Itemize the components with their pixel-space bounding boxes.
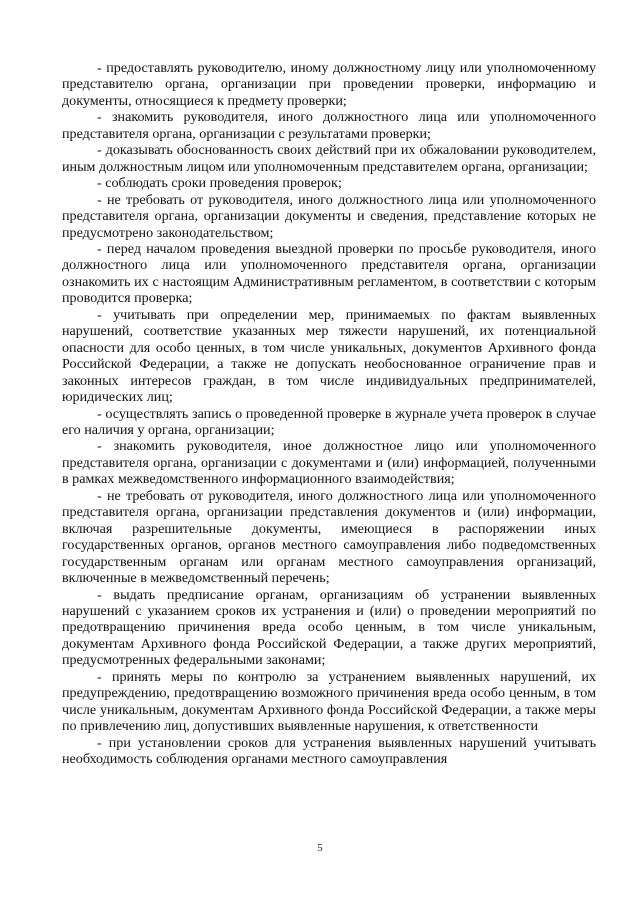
paragraph: - выдать предписание органам, организациям об устранении выявленных нарушений с указанием сроков их устранения и (или) о проведении мероприятий по предотвращению причинения вреда особо ценным, в том числе уникальным, документам Архивного фонда Российской Федерации, а также других мероприятий, предусмотренных федеральными законами; <box>62 586 596 669</box>
paragraph: - осуществлять запись о проведенной проверке в журнале учета проверок в случае его наличия у органа, организации; <box>62 405 596 438</box>
paragraph: - соблюдать сроки проведения проверок; <box>97 175 342 192</box>
paragraph: - учитывать при определении мер, принимаемых по фактам выявленных нарушений, соответствие указанных мер тяжести нарушений, их потенциальной опасности для особо ценных, в том числе уникальных, документов Архивного фонда Российской Федерации, а также не допускать необоснованное ограничение прав и законных интересов граждан, в том числе индивидуальных предпринимателей, юридических лиц; <box>62 306 596 406</box>
document-body <box>62 60 596 767</box>
paragraph: - предоставлять руководителю, иному должностному лицу или уполномоченному представителю органа, организации при проведении проверки, информацию и документы, относящиеся к предмету проверки; <box>62 60 596 109</box>
paragraph: - перед началом проведения выездной проверки по просьбе руководителя, иного должностного лица или уполномоченного представителя органа, организации ознакомить их с настоящим Административным регламентом, в соответствии с которым проводится проверка; <box>62 240 596 307</box>
paragraph: - знакомить руководителя, иное должностное лицо или уполномоченного представителя органа, организации с документами и (или) информацией, полученными в рамках межведомственного информационного взаимодействия; <box>62 438 596 488</box>
paragraph: - не требовать от руководителя, иного должностного лица или уполномоченного представителя органа, организации документы и сведения, представление которых не предусмотрено законодательством; <box>62 191 596 241</box>
paragraph: - при установлении сроков для устранения выявленных нарушений учитывать необходимость соблюдения органами местного самоуправления <box>62 734 596 768</box>
paragraph: - доказывать обоснованность своих действий при их обжаловании руководителем, иным должностным лицом или уполномоченным представителем органа, организации; <box>62 142 596 175</box>
paragraph: - знакомить руководителя, иного должностного лица или уполномоченного представителя органа, организации с результатами проверки; <box>62 109 596 142</box>
page-number: 5 <box>317 842 323 854</box>
paragraph: - не требовать от руководителя, иного должностного лица или уполномоченного представителя органа, организации представления документов и (или) информации, включая разрешительные документы, имеющиеся в распоряжении иных государственных органов, органов местного самоуправления либо подведомственных государственным органам или органам местного самоуправления организаций, включенные в межведомственный перечень; <box>62 487 596 587</box>
paragraph: - принять меры по контролю за устранением выявленных нарушений, их предупреждению, предотвращению возможного причинения вреда особо ценным, в том числе уникальным, документам Архивного фонда Российской Федерации, а также меры по привлечению лиц, допустивших выявленные нарушения, к ответственности <box>62 668 596 735</box>
